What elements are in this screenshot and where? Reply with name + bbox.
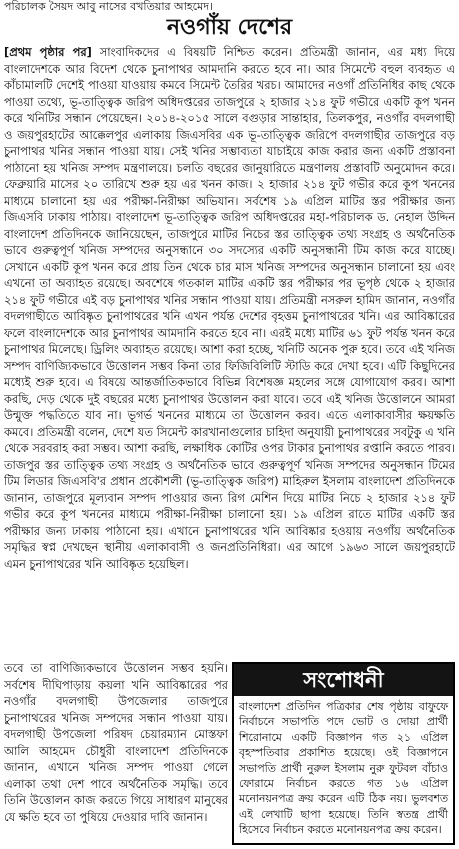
previous-article-tail: পরিচালক সৈয়দ আবু নাসের বখতিয়ার আহমেদ। — [4, 0, 213, 13]
article-paragraph-text: সাংবাদিকদের এ বিষয়টি নিশ্চিত করেন। প্রতিমন্ত্রী জানান, এর মধ্য দিয়ে বাংলাদেশকে আর বিদেশ থেকে চুনাপাথর আমদানি করতে হবে না। আর সিমেন্টে বহুল ব্যবহৃত এ কাঁচামালটি দেশেই পাওয়া যাওয়ায় কমবে সিমেন্ট তৈরির খরচ। আমাদের নওগাঁ প্রতিনিধির কাছ থেকে পাওয়া তথ্যে, ভূ-তাত্ত্বিক জরিপ অধিদপ্তরের তাজপুরে ২ হাজার ২১৪ ফুট গভীরে একটি কূপ খনন করে খনিটির সন্ধান পেয়েছেন। ২০১৪-২০১৫ সালে বগুড়ার সান্তাহার, তিলকপুর, নওগাঁর বদলগাছী ও জয়পুরহাটের আক্কেলপুর এলাকায় জিএসবির এক ভূ-তাত্ত্বিক জরিপে বদলগাছীর তাজপুরে বড় চুনাপাথর খনির সন্ধান পাওয়া যায়। সেই খনির সম্ভাব্যতা যাচাইয়ে কাজ করার জন্য একটি প্রস্তাবনা পাঠানো হয় খনিজ সম্পদ মন্ত্রণালয়ে। চলতি বছরের জানুয়ারিতে মন্ত্রণালয় প্রস্তাবটি অনুমোদন করে। ফেব্রুয়ারি মাসের ২০ তারিখে শুরু হয় এর খনন কাজ। ২ হাজার ২১৪ ফুট গভীর করে কূপ খননের মাধ্যমে চালানো হয় এর পরীক্ষা-নিরীক্ষা অভিযান। সর্বশেষ ১৯ এপ্রিল মাটির স্তর পরীক্ষার জন্য জিএসবি ঢাকায় পাঠায়। বাংলাদেশ ভূ-তাত্ত্বিক জরিপ অধিদপ্তরের মহা-পরিচালক ড. নেহাল উদ্দিন বাংলাদেশ প্রতিদিনকে জানিয়েছেন, তাজপুরে মাটির নিচের স্তর তাত্ত্বিক তথ্য সংগ্রহ ও অর্থনৈতিক ভাবে গুরুত্বপূর্ণ খনিজ সম্পদের অনুসন্ধানে ৩০ সদস্যের একটি অনুসন্ধানী টিম কাজ করে যাচ্ছে। সেখানে একটি কূপ খনন করে প্রায় তিন থেকে চার মাস খনিজ সম্পদের অনুসন্ধান চালানো হয় এবং এখনো তা অব্যাহত রয়েছে। অবশেষে গতকাল মাটির একটি স্তর পরীক্ষার পর ভূপৃষ্ঠ থেকে ২ হাজার ২১৪ ফুট গভীরে এই বড় চুনাপাথর খনির সন্ধান পাওয়া যায়। প্রতিমন্ত্রী নসরুল হামিদ জানান, নওগাঁর বদলগাছীতে আবিষ্কৃত চুনাপাথরের খনি এখন পর্যন্ত দেশের বৃহত্তম চুনাপাথরের খনি। এর আবিষ্কারের ফলে বাংলাদেশকে আর চুনাপাথর আমদানি করতে হবে না। এরই মধ্যে মাটির ৬১ ফুট পর্যন্ত খনন করে চুনাপাথর মিলেছে। ড্রিলিং অব্যাহত রয়েছে। আশা করা হচ্ছে, খনিটি অনেক পুরু হবে। তবে এই খনিজ সম্পদ বাণিজ্যিকভাবে উত্তোলন সম্ভব কিনা তার ফিজিবিলিটি স্টাডি করে দেখা হবে। এটি কিছুদিনের মধ্যেই শুরু হবে। এ বিষয়ে আন্তর্জাতিকভাবে বিভিন্ন বিশেষজ্ঞ মহলের সঙ্গে যোগাযোগ করব। আশা করছি, দেড় থেকে দুই বছরের মধ্যে চুনাপাথর উত্তোলন করা যাবে। তবে এই খনিজ উত্তোলনে আমরা উন্মুক্ত পদ্ধতিতে যাব না। ভূগর্ভ খননের মাধ্যমে তা উত্তোলন করব। এতে এলাকাবাসীর ক্ষয়ক্ষতি কমবে। প্রতিমন্ত্রী বলেন, দেশে যত সিমেন্ট কারখানাগুলোর চাহিদা অনুযায়ী চুনাপাথরের সবটুকু এ খনি থেকে সরবরাহ করা সম্ভব। আশা করছি, লক্ষাধিক কোটির ওপর টাকার চুনাপাথর রপ্তানি করতে পারব। তাজপুর স্তর তাত্ত্বিক তথ্য সংগ্রহ ও অর্থনৈতিক ভাবে গুরুত্বপূর্ণ খনিজ সম্পদের অনুসন্ধান টিমের টিম লিডার জিএসবি'র প্রধান প্রকৌশলী (ভূ-তাত্ত্বিক জরিপ) মাহিরুল ইসলাম বাংলাদেশ প্রতিদিনকে জানান, তাজপুরে মূল্যবান সম্পদ পাওয়ার জন্য রিগ মেশিন দিয়ে মাটির নিচে ২ হাজার ২১৪ ফুট গভীর করে কূপ খননের মাধ্যমে পরীক্ষা-নিরীক্ষা চালানো হয়। ১৯ এপ্রিল রাতে মাটির একটি স্তর পরীক্ষার জন্য ঢাকায় পাঠানো হয়। এখানে চুনাপাথরের খনি আবিষ্কার হওয়ায় নওগাঁয় অর্থনৈতিক সমৃদ্ধির স্বপ্ন দেখছেন স্থানীয় এলাকাবাসী ও জনপ্রতিনিধিরা। এর আগে ১৯৬৩ সালে জয়পুরহাটে এমন চুনাপাথরের খনি আবিষ্কৃত হয়েছিল। — [4, 45, 455, 571]
correction-body: বাংলাদেশ প্রতিদিন পত্রিকার শেষ পৃষ্ঠায় বাফুফে নির্বাচনে সভাপতি পদে ভোট ও দোয়া প্রার্থী শিরোনামে একটি বিজ্ঞাপন গত ২১ এপ্রিল বৃহস্পতিবার প্রকাশিত হয়েছে। ওই বিজ্ঞাপনে সভাপতি প্রার্থী নুরুল ইসলাম নুরু ফুটবল বাঁচাও ফোরামে নির্বাচন করতে গত ১৬ এপ্রিল মনোনয়নপত্র ক্রয় করেন এটি ঠিক নয়। ভুলবশত এই লেখাটি ছাপা হয়েছে। তিনি স্বতন্ত্র প্রার্থী হিসেবে নির্বাচন করতে মনোনয়নপত্র ক্রয় করেন। — [239, 700, 448, 837]
article-body — [4, 44, 455, 660]
correction-heading: সংশোধনী — [234, 664, 453, 696]
continuation-label: [প্রথম পৃষ্ঠার পর] — [4, 45, 92, 59]
article-paragraph-tail: তবে তা বাণিজ্যিকভাবে উত্তোলন সম্ভব হয়নি। সর্বশেষ দীঘিপাড়ায় কয়লা খনি আবিষ্কারের পর নওগাঁর বদলগাছী উপজেলার তাজপুরে চুনাপাথরের খনিজ সম্পদের সন্ধান পাওয়া যায়। বদলগাছী উপজেলা পরিষদ চেয়ারম্যান মোস্তফা আলি আহমেদ চৌধুরী বাংলাদেশ প্রতিদিনকে জানান, এখানে খনিজ সম্পদ পাওয়া গেলে এলাকা তথা দেশ পাবে অর্থনৈতিক সমৃদ্ধি। তবে তিনি উত্তোলন কাজ করতে গিয়ে সাধারণ মানুষের যে ক্ষতি হবে তা পুষিয়ে দেওয়ার দাবি জানান। — [4, 661, 228, 824]
article-body-left-column — [4, 660, 228, 846]
correction-notice — [232, 662, 455, 845]
article-headline: নওগাঁয় দেশের — [166, 15, 293, 40]
article-paragraph — [4, 44, 455, 572]
